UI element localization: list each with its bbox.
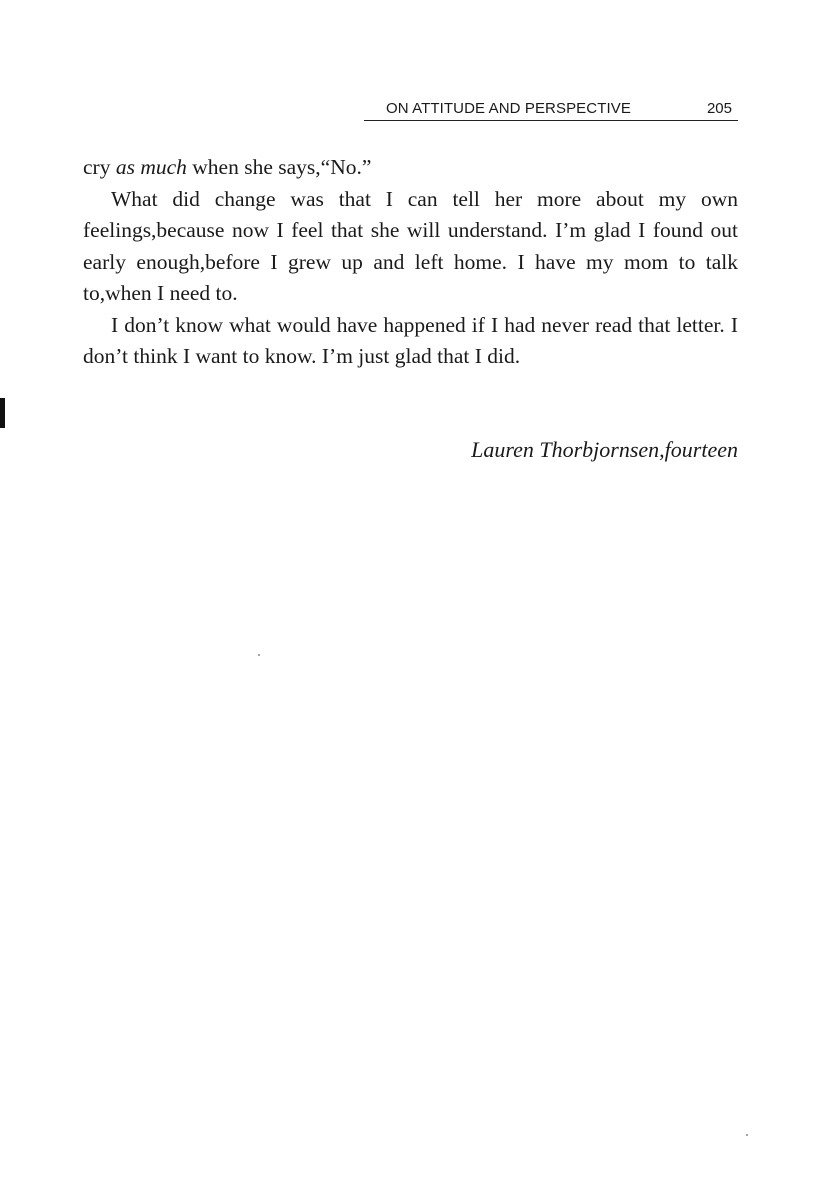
- scan-speck: [258, 654, 260, 656]
- paragraph-text-start: cry: [83, 155, 116, 179]
- paragraph-continuation: [83, 152, 738, 184]
- paragraph-text-end: when she says,“No.”: [186, 155, 372, 179]
- scan-speck: [746, 1134, 748, 1136]
- margin-mark: [0, 398, 5, 428]
- author-attribution: Lauren Thorbjornsen,fourteen: [471, 437, 738, 462]
- paragraph: I don’t know what would have happened if I had never read that letter. I don’t think I want to know. I’m just glad that I did.: [83, 312, 738, 368]
- paragraph: What did change was that I can tell her more about my own feelings,because now I feel that she will understand. I’m glad I found out early enough,before I grew up and left home. I have my mom to talk to,when I need to.: [83, 186, 738, 305]
- body-text: [83, 152, 738, 373]
- page-number: 205: [706, 100, 732, 117]
- running-head: [364, 99, 738, 121]
- running-head-title: ON ATTITUDE AND PERSPECTIVE: [386, 100, 631, 117]
- emphasis-text: as much: [115, 155, 187, 179]
